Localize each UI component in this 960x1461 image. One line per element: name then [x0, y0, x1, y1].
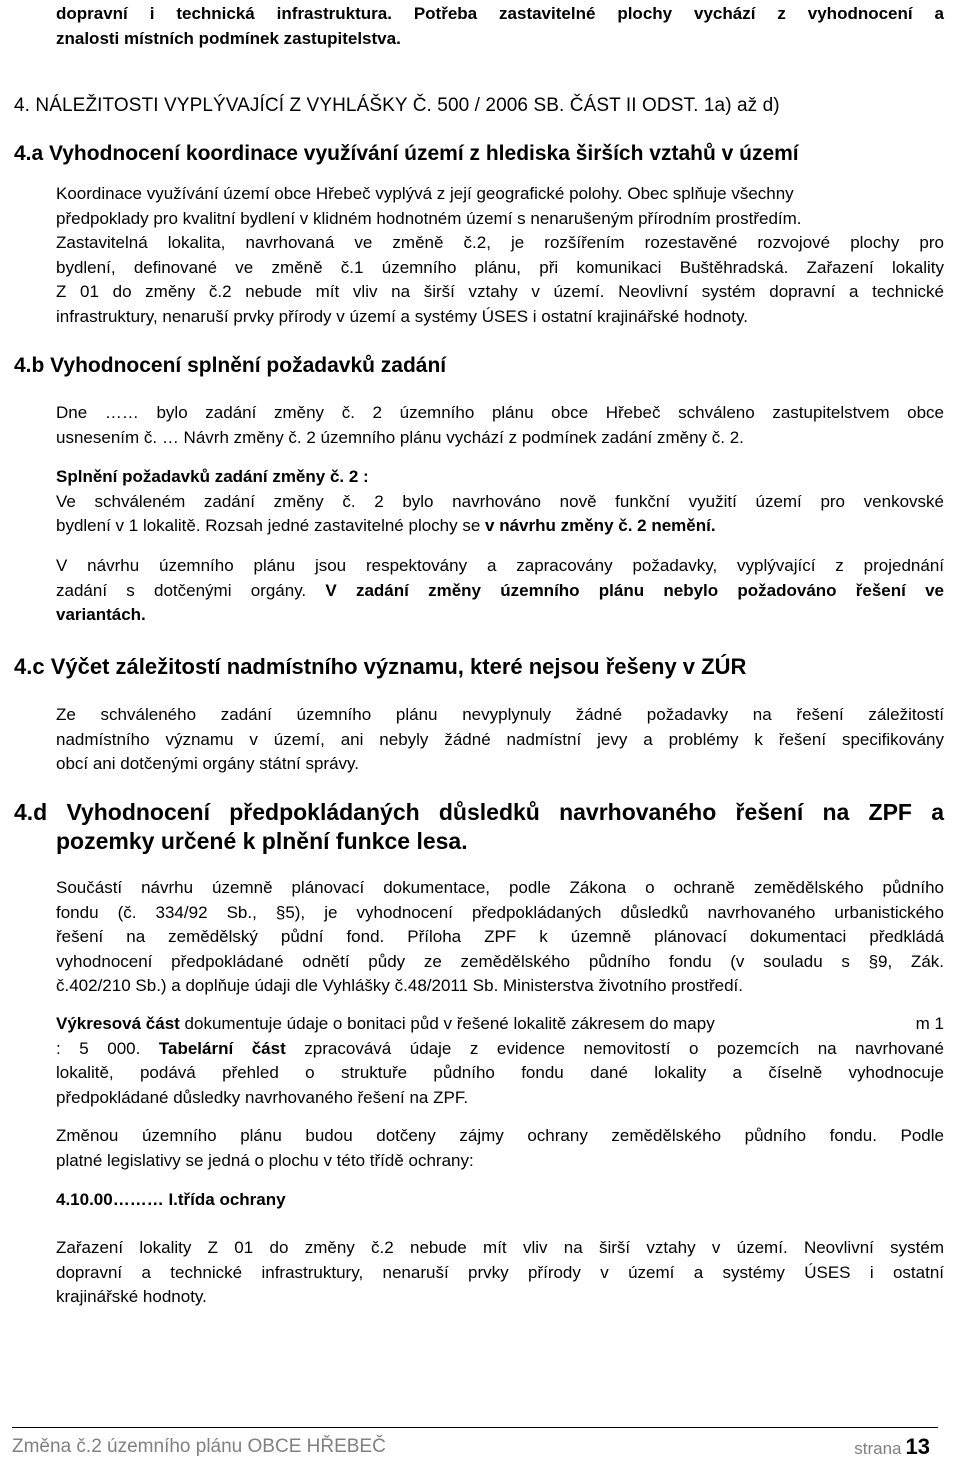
heading-line: 4.d Vyhodnocení předpokládaných důsledků navrhovaného řešení na ZPF a: [14, 799, 944, 825]
text-line: č.402/210 Sb.) a doplňuje údaji dle Vyhlášky č.48/2011 Sb. Ministerstva životního prostředí.: [56, 976, 744, 995]
text-span: dokumentuje údaje o bonitaci půd v řešené lokalitě zákresem do mapy: [179, 1014, 715, 1033]
text-line: Koordinace využívání území obce Hřebeč vyplývá z její geografické polohy. Obec splňuje všechny: [56, 184, 794, 203]
text-span-bold: v návrhu změny č. 2 nemění.: [485, 516, 716, 535]
paragraph-4c: [56, 703, 944, 777]
text-line: nadmístního významu v území, ani nebyly žádné nadmístní jevy a problémy k řešení specifikovány: [56, 729, 944, 749]
text-line: krajinářské hodnoty.: [56, 1287, 207, 1306]
text-line: Z 01 do změny č.2 nebude mít vliv na širší vztahy v území. Neovlivní systém dopravní a technické: [56, 282, 944, 301]
text-line: Změnou územního plánu budou dotčeny zájmy ochrany zemědělského půdního fondu. Podle: [56, 1126, 944, 1145]
footer-title: Změna č.2 územního plánu OBCE HŘEBEČ: [12, 1436, 386, 1457]
text-line: V návrhu územního plánu jsou respektovány a zapracovány požadavky, vyplývající z projednání: [56, 556, 944, 575]
text-span: bydlení v 1 lokalitě. Rozsah jedné zastavitelné plochy se: [56, 516, 486, 535]
text-line: Ve schváleném zadání změny č. 2 bylo navrhováno nově funkční využití území pro venkovské: [56, 491, 944, 511]
paragraph-4d-1: [56, 876, 944, 999]
text-span: zadání s dotčenými orgány.: [56, 580, 326, 600]
text-line: Ze schváleného zadání územního plánu nevyplynuly žádné požadavky na řešení záležitostí: [56, 705, 944, 724]
page-number: 13: [905, 1434, 930, 1459]
section-heading-text: 4. NÁLEŽITOSTI VYPLÝVAJÍCÍ Z VYHLÁŠKY Č. 500 / 2006 SB. ČÁST II ODST. 1a) až d): [14, 95, 780, 116]
text-line: variantách.: [56, 605, 146, 624]
paragraph-4b-3: [56, 554, 944, 628]
text-line: dopravní i technická infrastruktura. Potřeba zastavitelné plochy vychází z vyhodnocení a: [56, 4, 944, 23]
text-line: řešení na zemědělský půdní fond. Příloha ZPF k územně plánovací dokumentaci předkládá: [56, 927, 944, 946]
text-span-bold: Tabelární část: [158, 1038, 286, 1058]
text-span-group: [56, 1012, 715, 1037]
subsection-heading-4a: 4.a Vyhodnocení koordinace využívání území z hlediska širších vztahů v území: [14, 142, 799, 165]
footer-divider: [12, 1427, 938, 1428]
text-line: Zastavitelná lokalita, navrhovaná ve změně č.2, je rozšířením rozestavěné rozvojové plochy pro: [56, 233, 944, 252]
paragraph-4b-1: [56, 401, 944, 450]
text-line: usnesením č. … Návrh změny č. 2 územního plánu vychází z podmínek zadání změny č. 2.: [56, 427, 744, 447]
text-line: obcí ani dotčenými orgány státní správy.: [56, 754, 360, 773]
text-line: vyhodnocení předpokládané odnětí půdy ze zemědělského půdního fondu (v souladu s §9, Zák.: [56, 951, 944, 971]
text-line-title: Splnění požadavků zadání změny č. 2 :: [56, 467, 369, 486]
text-span: : 5 000.: [56, 1038, 159, 1058]
paragraph-4d-4: [56, 1236, 944, 1310]
text-line: předpokládané důsledky navrhovaného řešení na ZPF.: [56, 1087, 469, 1107]
subsection-heading-4d: [14, 798, 944, 856]
protection-class-line: 4.10.00……… I.třída ochrany: [56, 1190, 286, 1209]
subsection-heading-4c: 4.c Výčet záležitostí nadmístního významu, které nejsou řešeny v ZÚR: [14, 654, 747, 679]
text-line: Zařazení lokality Z 01 do změny č.2 nebude mít vliv na širší vztahy v území. Neovlivní systém: [56, 1238, 944, 1257]
paragraph-4d-2: [56, 1012, 944, 1110]
page-label: strana: [854, 1439, 902, 1458]
text-span-bold: V zadání změny územního plánu nebylo požadováno řešení ve: [325, 580, 944, 600]
heading-line: pozemky určené k plnění funkce lesa.: [56, 828, 468, 854]
text-line: bydlení, definované ve změně č.1 územního plánu, při komunikaci Buštěhradská. Zařazení lokality: [56, 257, 944, 277]
intro-paragraph: [56, 2, 944, 51]
text-line: fondu (č. 334/92 Sb., §5), je vyhodnocení předpokládaných důsledků navrhovaného urbanistického: [56, 902, 944, 922]
text-line: platné legislativy se jedná o plochu v této třídě ochrany:: [56, 1150, 474, 1170]
paragraph-4a: [56, 182, 944, 329]
text-line: [56, 579, 944, 604]
paragraph-4b-2: [56, 465, 944, 539]
text-line: dopravní a technické infrastruktury, nenaruší prvky přírody v území a systémy ÚSES i ostatní: [56, 1262, 944, 1282]
text-line: předpoklady pro kvalitní bydlení v klidném hodnotném území s nenarušeným přírodním prostředím.: [56, 208, 802, 228]
text-span-bold: Výkresová část: [56, 1014, 180, 1033]
text-span: zpracovává údaje z evidence nemovitostí o pozemcích na navrhované: [285, 1038, 944, 1058]
text-line: lokalitě, podává přehled o struktuře půdního fondu dané lokality a číselně vyhodnocuje: [56, 1063, 944, 1082]
subsection-heading-4b: 4.b Vyhodnocení splnění požadavků zadání: [14, 354, 447, 377]
text-line: [56, 514, 944, 539]
section-heading: [14, 95, 780, 117]
page-number-block: [854, 1434, 930, 1460]
text-line: Součástí návrhu územně plánovací dokumentace, podle Zákona o ochraně zemědělského půdního: [56, 878, 944, 897]
text-line: infrastruktury, nenaruší prvky přírody v území a systémy ÚSES i ostatní krajinářské hodnoty.: [56, 306, 748, 326]
text-span: m 1: [915, 1014, 944, 1033]
text-line: znalosti místních podmínek zastupitelstva.: [56, 28, 401, 48]
paragraph-4d-3: [56, 1124, 944, 1173]
text-line: [56, 1037, 944, 1062]
text-line: Dne …… bylo zadání změny č. 2 územního plánu obce Hřebeč schváleno zastupitelstvem obce: [56, 403, 944, 422]
text-line: [56, 1012, 944, 1037]
